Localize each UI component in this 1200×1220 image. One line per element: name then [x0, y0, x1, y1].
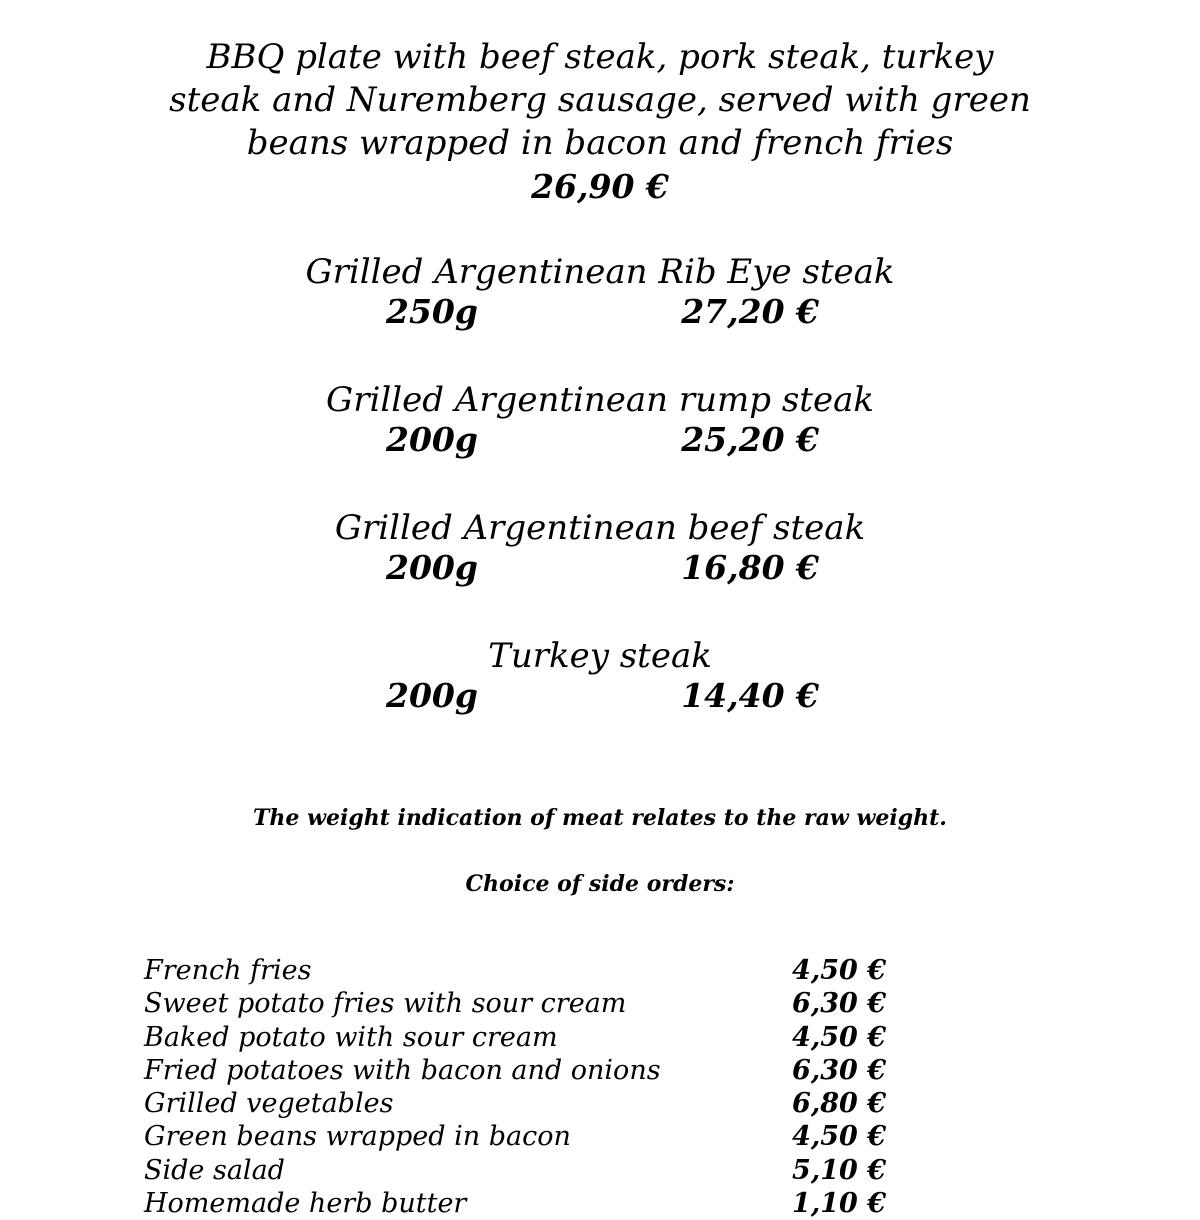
featured-dish-description: BBQ plate with beef steak, pork steak, turkey steak and Nuremberg sausage, served with green beans wrapped in bacon and french fries	[169, 37, 1031, 163]
menu-item-name: Grilled Argentinean Rib Eye steak	[305, 252, 895, 292]
menu-item-weight: 200g	[386, 420, 478, 459]
side-order-price: 6,80 €	[792, 1088, 886, 1120]
menu-item-name: Turkey steak	[488, 636, 712, 676]
side-order-name: Side salad	[144, 1154, 285, 1186]
side-order-row	[144, 1187, 886, 1220]
menu-item-beef-steak	[0, 506, 1200, 598]
weight-note: The weight indication of meat relates to the raw weight.	[253, 805, 947, 831]
side-order-price: 4,50 €	[792, 1021, 886, 1053]
featured-dish-price: 26,90 €	[531, 167, 669, 206]
menu-item-rib-eye	[0, 250, 1200, 342]
side-order-name: French fries	[144, 955, 312, 986]
side-order-row	[144, 987, 886, 1020]
menu-item-turkey-steak	[0, 634, 1200, 726]
side-order-price: 5,10 €	[792, 1154, 886, 1186]
menu-item-name: Grilled Argentinean rump steak	[326, 380, 874, 420]
side-order-name: Baked potato with sour cream	[144, 1021, 558, 1053]
side-order-name: Sweet potato fries with sour cream	[144, 988, 627, 1020]
menu-item-price: 25,20 €	[681, 420, 819, 459]
side-order-name: Green beans wrapped in bacon	[144, 1121, 571, 1153]
menu-item-weight: 200g	[386, 548, 478, 587]
menu-item-price: 16,80 €	[681, 548, 819, 587]
side-orders-list	[144, 954, 886, 1220]
menu-item-name: Grilled Argentinean beef steak	[334, 508, 866, 548]
menu-item-price: 14,40 €	[681, 676, 819, 715]
side-order-row	[144, 1120, 886, 1153]
side-order-price: 4,50 €	[792, 955, 886, 986]
side-order-price: 6,30 €	[792, 1054, 886, 1086]
menu-item-rump-steak	[0, 378, 1200, 470]
sides-heading: Choice of side orders:	[465, 871, 735, 897]
side-order-price: 6,30 €	[792, 988, 886, 1020]
menu-item-weight: 200g	[386, 676, 478, 715]
side-order-name: Homemade herb butter	[144, 1188, 467, 1220]
side-order-row	[144, 1021, 886, 1054]
side-order-row	[144, 1087, 886, 1120]
side-order-name: Fried potatoes with bacon and onions	[144, 1054, 661, 1086]
menu-item-weight: 250g	[386, 292, 478, 331]
featured-dish	[100, 36, 1100, 209]
side-order-row	[144, 954, 886, 987]
side-order-row	[144, 1054, 886, 1087]
side-order-price: 1,10 €	[792, 1188, 886, 1220]
side-order-row	[144, 1154, 886, 1187]
menu-item-price: 27,20 €	[681, 292, 819, 331]
side-order-price: 4,50 €	[792, 1121, 886, 1153]
side-order-name: Grilled vegetables	[144, 1088, 394, 1120]
